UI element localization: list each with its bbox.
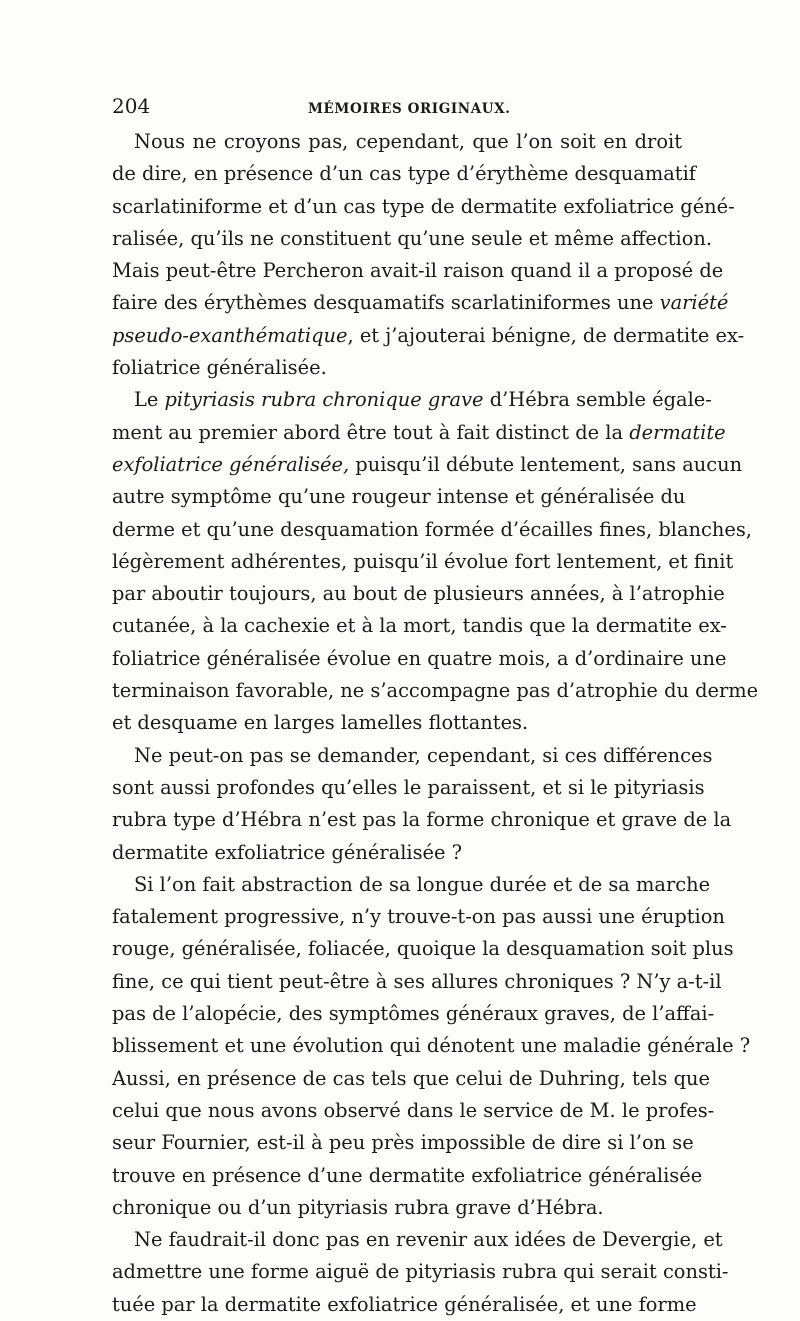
text-span: blissement et une évolution qui dénotent une maladie générale ? xyxy=(112,1034,751,1058)
text-line xyxy=(112,320,745,352)
text-span: par aboutir toujours, au bout de plusieurs années, à l’atrophie xyxy=(112,582,725,606)
text-line xyxy=(112,126,682,158)
italic-text: variété xyxy=(659,291,729,315)
text-line xyxy=(112,514,752,546)
page-number: 204 xyxy=(112,94,151,118)
body-text xyxy=(112,126,759,1321)
text-line xyxy=(112,643,727,675)
text-span: et desquame en larges lamelles flottantes. xyxy=(112,711,529,735)
italic-text: dermatite xyxy=(629,420,726,444)
text-span: trouve en présence d’une dermatite exfoliatrice généralisée xyxy=(112,1163,703,1187)
text-span: rubra type d’Hébra n’est pas la forme chronique et grave de la xyxy=(112,808,732,832)
text-line xyxy=(112,158,696,190)
text-line xyxy=(112,352,682,384)
text-line xyxy=(112,1256,729,1288)
text-span: terminaison favorable, ne s’accompagne pas d’atrophie du derme xyxy=(112,679,759,703)
text-line xyxy=(112,869,711,901)
text-span: fine, ce qui tient peut-être à ses allures chroniques ? N’y a-t-il xyxy=(112,969,722,993)
text-span: Le xyxy=(134,388,165,412)
text-span: Si l’on fait abstraction de sa longue durée et de sa marche xyxy=(134,872,711,896)
text-span: foliatrice généralisée. xyxy=(112,356,327,380)
text-span: tuée par la dermatite exfoliatrice généralisée, et une forme xyxy=(112,1292,697,1316)
text-span: Ne peut-on pas se demander, cependant, si ces différences xyxy=(134,743,713,767)
text-span: fatalement progressive, n’y trouve-t-on pas aussi une éruption xyxy=(112,905,725,929)
text-line xyxy=(112,998,715,1030)
text-line xyxy=(112,610,727,642)
text-line xyxy=(112,1095,715,1127)
text-span: scarlatiniforme et d’un cas type de dermatite exfoliatrice géné- xyxy=(112,194,735,218)
text-span: sont aussi profondes qu’elles le paraissent, et si le pityriasis xyxy=(112,775,705,799)
running-title: MÉMOIRES ORIGINAUX. xyxy=(308,101,511,117)
text-line xyxy=(112,1063,710,1095)
italic-text: pseudo-exanthématique xyxy=(112,323,348,347)
text-line xyxy=(112,191,735,223)
text-line xyxy=(112,933,734,965)
text-line xyxy=(112,707,682,739)
text-line xyxy=(112,287,729,319)
text-span: de dire, en présence d’un cas type d’érythème desquamatif xyxy=(112,162,696,186)
text-span: autre symptôme qu’une rougeur intense et généralisée du xyxy=(112,485,686,509)
text-span: ment au premier abord être tout à fait distinct de la xyxy=(112,420,630,444)
text-line xyxy=(112,255,724,287)
text-line xyxy=(112,1192,682,1224)
text-line xyxy=(112,578,725,610)
text-span: faire des érythèmes desquamatifs scarlatiniformes une xyxy=(112,291,660,315)
text-span: foliatrice généralisée évolue en quatre mois, a d’ordinaire une xyxy=(112,646,727,670)
text-line xyxy=(112,223,713,255)
text-span: admettre une forme aiguë de pityriasis rubra qui serait consti- xyxy=(112,1260,729,1284)
text-line xyxy=(112,1030,751,1062)
text-line xyxy=(112,1160,703,1192)
text-span: puisqu’il débute lentement, sans aucun xyxy=(349,452,743,476)
text-span: cutanée, à la cachexie et à la mort, tandis que la dermatite ex- xyxy=(112,614,727,638)
text-line xyxy=(112,1224,723,1256)
italic-text: exfoliatrice généralisée, xyxy=(112,452,350,476)
text-span: Nous ne croyons pas, cependant, que l’on soit en droit xyxy=(134,130,682,153)
text-line xyxy=(112,740,713,772)
text-span: chronique ou d’un pityriasis rubra grave d’Hébra. xyxy=(112,1195,604,1219)
text-span: d’Hébra semble égale- xyxy=(483,388,712,412)
text-line xyxy=(112,837,682,869)
text-line xyxy=(112,966,722,998)
text-line xyxy=(112,772,705,804)
text-span: Ne faudrait-il donc pas en revenir aux idées de Devergie, et xyxy=(134,1228,723,1252)
text-span: légèrement adhérentes, puisqu’il évolue fort lentement, et finit xyxy=(112,549,734,573)
text-line xyxy=(112,546,734,578)
text-line xyxy=(112,449,743,481)
text-span: derme et qu’une desquamation formée d’écailles fines, blanches, xyxy=(112,517,752,541)
text-span: Aussi, en présence de cas tels que celui de Duhring, tels que xyxy=(112,1066,710,1090)
text-span: , et j’ajouterai bénigne, de dermatite ex- xyxy=(347,323,745,347)
running-header xyxy=(112,94,682,126)
text-line xyxy=(112,481,686,513)
text-span: pas de l’alopécie, des symptômes généraux graves, de l’affai- xyxy=(112,1002,715,1026)
text-span: ralisée, qu’ils ne constituent qu’une seule et même affection. xyxy=(112,226,713,250)
text-line xyxy=(112,675,759,707)
text-line xyxy=(112,384,712,416)
text-line xyxy=(112,1127,694,1159)
text-span: dermatite exfoliatrice généralisée ? xyxy=(112,840,463,864)
italic-text: pityriasis rubra chronique grave xyxy=(164,388,484,412)
text-span: rouge, généralisée, foliacée, quoique la desquamation soit plus xyxy=(112,937,734,961)
text-line xyxy=(112,1289,697,1321)
text-line xyxy=(112,901,725,933)
text-span: celui que nous avons observé dans le service de M. le profes- xyxy=(112,1098,715,1122)
text-line xyxy=(112,417,726,449)
text-line xyxy=(112,804,732,836)
text-span: Mais peut-être Percheron avait-il raison quand il a proposé de xyxy=(112,259,724,283)
text-span: seur Fournier, est-il à peu près impossible de dire si l’on se xyxy=(112,1131,694,1155)
